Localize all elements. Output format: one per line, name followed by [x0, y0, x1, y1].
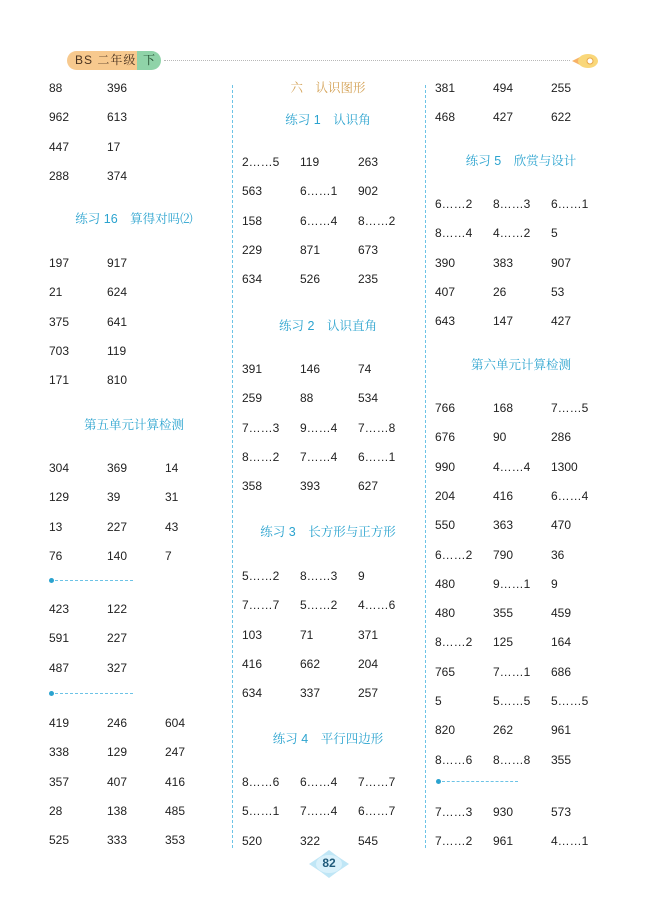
answer-cell: 550 [435, 518, 456, 533]
answer-cell: 26 [493, 284, 507, 299]
answer-cell: 146 [300, 362, 321, 376]
answer-cell: 393 [300, 479, 321, 494]
section-title: 六 认识图形 [290, 81, 366, 95]
answer-cell: 902 [358, 184, 379, 199]
answer-cell: 7……3 [242, 420, 280, 435]
separator-dot [436, 779, 441, 784]
dotted-separator [55, 693, 133, 694]
answer-cell: 613 [107, 110, 128, 125]
answer-cell: 204 [435, 488, 456, 503]
answer-cell: 363 [493, 518, 514, 533]
grade-badge-label: BS 二年级 [67, 51, 137, 70]
answer-cell: 5 [435, 694, 442, 708]
separator-dot [49, 578, 54, 583]
answer-cell: 43 [165, 519, 179, 534]
answer-cell: 427 [493, 110, 514, 125]
answer-cell: 634 [242, 272, 263, 287]
answer-cell: 526 [300, 272, 321, 287]
answer-cell: 7……2 [435, 834, 473, 849]
section-title: 练习 16 算得对吗⑵ [75, 212, 193, 226]
section-title: 练习 5 欣赏与设计 [465, 154, 577, 168]
answer-cell: 627 [358, 479, 379, 494]
answer-cell: 5 [551, 226, 558, 241]
answer-cell: 7……8 [358, 420, 396, 435]
rocket-icon [570, 51, 600, 71]
answer-cell: 288 [49, 168, 70, 183]
answer-cell: 286 [551, 430, 572, 445]
answer-cell: 374 [107, 168, 128, 183]
answer-cell: 468 [435, 110, 456, 125]
answer-cell: 820 [435, 723, 456, 738]
answer-cell: 520 [242, 833, 263, 848]
answer-cell: 88 [300, 391, 314, 406]
answer-cell: 427 [551, 314, 572, 329]
answer-cell: 355 [493, 606, 514, 621]
answer-cell: 119 [107, 343, 127, 358]
answer-cell: 247 [165, 745, 186, 760]
answer-cell: 304 [49, 461, 70, 475]
answer-cell: 355 [551, 752, 572, 767]
answer-cell: 8……2 [435, 635, 473, 650]
answer-cell: 634 [242, 686, 263, 701]
answer-cell: 171 [49, 373, 70, 388]
answer-cell: 961 [551, 723, 572, 738]
answer-cell: 9……4 [300, 420, 338, 435]
answer-cell: 39 [107, 490, 121, 505]
answer-cell: 390 [435, 255, 456, 270]
answer-cell: 703 [49, 343, 70, 358]
answer-cell: 487 [49, 660, 70, 675]
answer-cell: 6……4 [300, 213, 338, 228]
answer-cell: 255 [551, 81, 572, 95]
answer-cell: 21 [49, 285, 63, 300]
answer-cell: 9 [551, 576, 558, 591]
answer-cell: 147 [493, 314, 514, 329]
answer-cell: 369 [107, 461, 128, 475]
answer-cell: 641 [107, 314, 128, 329]
answer-cell: 13 [49, 519, 63, 534]
answer-cell: 990 [435, 459, 456, 474]
dotted-separator [442, 781, 518, 782]
answer-cell: 53 [551, 284, 565, 299]
answer-cell: 227 [107, 631, 128, 646]
answer-cell: 129 [107, 745, 128, 760]
answer-cell: 259 [242, 391, 263, 406]
answer-cell: 480 [435, 606, 456, 621]
answer-cell: 9 [358, 569, 365, 583]
answer-cell: 871 [300, 242, 321, 257]
answer-cell: 164 [551, 635, 572, 650]
answer-cell: 686 [551, 664, 572, 679]
answer-cell: 7 [165, 548, 172, 563]
answer-cell: 917 [107, 256, 128, 270]
answer-cell: 6……2 [435, 547, 473, 562]
answer-cell: 766 [435, 401, 456, 415]
answer-cell: 129 [49, 490, 70, 505]
answer-cell: 470 [551, 518, 572, 533]
answer-cell: 622 [551, 110, 572, 125]
answer-cell: 643 [435, 314, 456, 329]
answer-cell: 17 [107, 139, 121, 154]
section-title: 练习 3 长方形与正方形 [260, 525, 396, 539]
answer-cell: 246 [107, 716, 128, 730]
answer-cell: 407 [107, 774, 128, 789]
answer-cell: 28 [49, 803, 63, 818]
answer-cell: 353 [165, 833, 186, 848]
answer-cell: 6……2 [435, 197, 473, 211]
answer-cell: 7……4 [300, 449, 338, 464]
page-number: 82 [322, 856, 336, 870]
answer-cell: 357 [49, 774, 70, 789]
answer-cell: 262 [493, 723, 514, 738]
answer-cell: 6……4 [551, 488, 589, 503]
answer-cell: 416 [165, 774, 186, 789]
answer-cell: 8……6 [242, 775, 280, 789]
answer-cell: 591 [49, 631, 70, 646]
answer-cell: 371 [358, 627, 379, 642]
answer-cell: 119 [300, 155, 320, 169]
answer-cell: 459 [551, 606, 572, 621]
section-title: 第五单元计算检测 [83, 418, 184, 432]
answer-cell: 494 [493, 81, 514, 95]
answer-cell: 383 [493, 255, 514, 270]
answer-cell: 6……1 [551, 197, 589, 211]
answer-cell: 545 [358, 833, 379, 848]
answer-cell: 6……4 [300, 775, 338, 789]
answer-cell: 5……2 [242, 569, 280, 583]
separator-dot [49, 691, 54, 696]
grade-badge [67, 51, 161, 70]
answer-cell: 676 [435, 430, 456, 445]
answer-cell: 765 [435, 664, 456, 679]
answer-cell: 563 [242, 184, 263, 199]
section-title: 练习 1 认识角 [285, 113, 371, 127]
answer-cell: 5……1 [242, 804, 280, 819]
answer-cell: 122 [107, 602, 128, 616]
answer-cell: 391 [242, 362, 263, 376]
answer-cell: 7……4 [300, 804, 338, 819]
answer-cell: 480 [435, 576, 456, 591]
answer-cell: 333 [107, 833, 128, 848]
answer-cell: 8……6 [435, 752, 473, 767]
header-dotted-line [164, 60, 570, 61]
answer-cell: 1300 [551, 459, 578, 474]
answer-cell: 6……7 [358, 804, 396, 819]
answer-cell: 381 [435, 81, 456, 95]
answer-cell: 961 [493, 834, 514, 849]
answer-cell: 103 [242, 627, 263, 642]
answer-cell: 4……1 [551, 834, 589, 849]
answer-cell: 227 [107, 519, 128, 534]
answer-cell: 125 [493, 635, 514, 650]
answer-cell: 9……1 [493, 576, 531, 591]
answer-cell: 8……3 [300, 569, 338, 583]
answer-cell: 396 [107, 81, 128, 95]
answer-cell: 76 [49, 548, 63, 563]
answer-cell: 810 [107, 373, 128, 388]
answer-cell: 5……5 [493, 694, 531, 708]
answer-cell: 8……2 [242, 449, 280, 464]
answer-cell: 90 [493, 430, 507, 445]
answer-cell: 204 [358, 656, 379, 671]
answer-cell: 88 [49, 81, 63, 95]
answer-cell: 419 [49, 716, 70, 730]
section-title: 练习 4 平行四边形 [272, 732, 384, 746]
answer-cell: 5……2 [300, 598, 338, 613]
answer-cell: 604 [165, 716, 186, 730]
section-title: 第六单元计算检测 [470, 358, 571, 372]
answer-cell: 229 [242, 242, 263, 257]
answer-cell: 662 [300, 656, 321, 671]
answer-cell: 962 [49, 110, 70, 125]
answer-cell: 197 [49, 256, 70, 270]
answer-cell: 14 [165, 461, 179, 475]
answer-cell: 7……1 [493, 664, 531, 679]
answer-cell: 36 [551, 547, 565, 562]
answer-cell: 7……3 [435, 805, 473, 819]
section-title: 练习 2 认识直角 [279, 319, 377, 333]
answer-cell: 416 [242, 656, 263, 671]
answer-cell: 337 [300, 686, 321, 701]
answer-cell: 416 [493, 488, 514, 503]
answer-cell: 930 [493, 805, 514, 819]
answer-cell: 790 [493, 547, 514, 562]
answer-cell: 31 [165, 490, 179, 505]
column-divider-2 [425, 85, 426, 848]
answer-cell: 624 [107, 285, 128, 300]
answer-cell: 525 [49, 833, 70, 848]
answer-cell: 4……4 [493, 459, 531, 474]
answer-cell: 158 [242, 213, 263, 228]
answer-cell: 673 [358, 242, 379, 257]
column-divider-1 [232, 85, 233, 848]
answer-cell: 5……5 [551, 694, 589, 708]
answer-cell: 263 [358, 155, 379, 169]
answer-cell: 7……5 [551, 401, 589, 415]
answer-cell: 4……6 [358, 598, 396, 613]
answer-cell: 4……2 [493, 226, 531, 241]
answer-cell: 6……1 [358, 449, 396, 464]
answer-cell: 8……2 [358, 213, 396, 228]
answer-cell: 235 [358, 272, 379, 287]
answer-cell: 74 [358, 362, 372, 376]
answer-cell: 375 [49, 314, 70, 329]
dotted-separator [55, 580, 133, 581]
answer-cell: 71 [300, 627, 314, 642]
page-number-badge [307, 849, 351, 879]
answer-cell: 338 [49, 745, 70, 760]
answer-cell: 8……8 [493, 752, 531, 767]
answer-cell: 573 [551, 805, 572, 819]
answer-cell: 2……5 [242, 155, 280, 169]
answer-cell: 322 [300, 833, 321, 848]
answer-cell: 8……4 [435, 226, 473, 241]
answer-cell: 7……7 [242, 598, 280, 613]
answer-cell: 168 [493, 401, 514, 415]
answer-cell: 6……1 [300, 184, 338, 199]
answer-cell: 485 [165, 803, 186, 818]
answer-cell: 257 [358, 686, 379, 701]
answer-cell: 534 [358, 391, 379, 406]
answer-cell: 907 [551, 255, 572, 270]
answer-cell: 8……3 [493, 197, 531, 211]
grade-badge-volume: 下 [137, 51, 161, 70]
answer-cell: 327 [107, 660, 128, 675]
answer-cell: 423 [49, 602, 70, 616]
answer-cell: 138 [107, 803, 128, 818]
answer-cell: 7……7 [358, 775, 396, 789]
answer-cell: 447 [49, 139, 70, 154]
answer-cell: 140 [107, 548, 128, 563]
answer-cell: 358 [242, 479, 263, 494]
answer-cell: 407 [435, 284, 456, 299]
